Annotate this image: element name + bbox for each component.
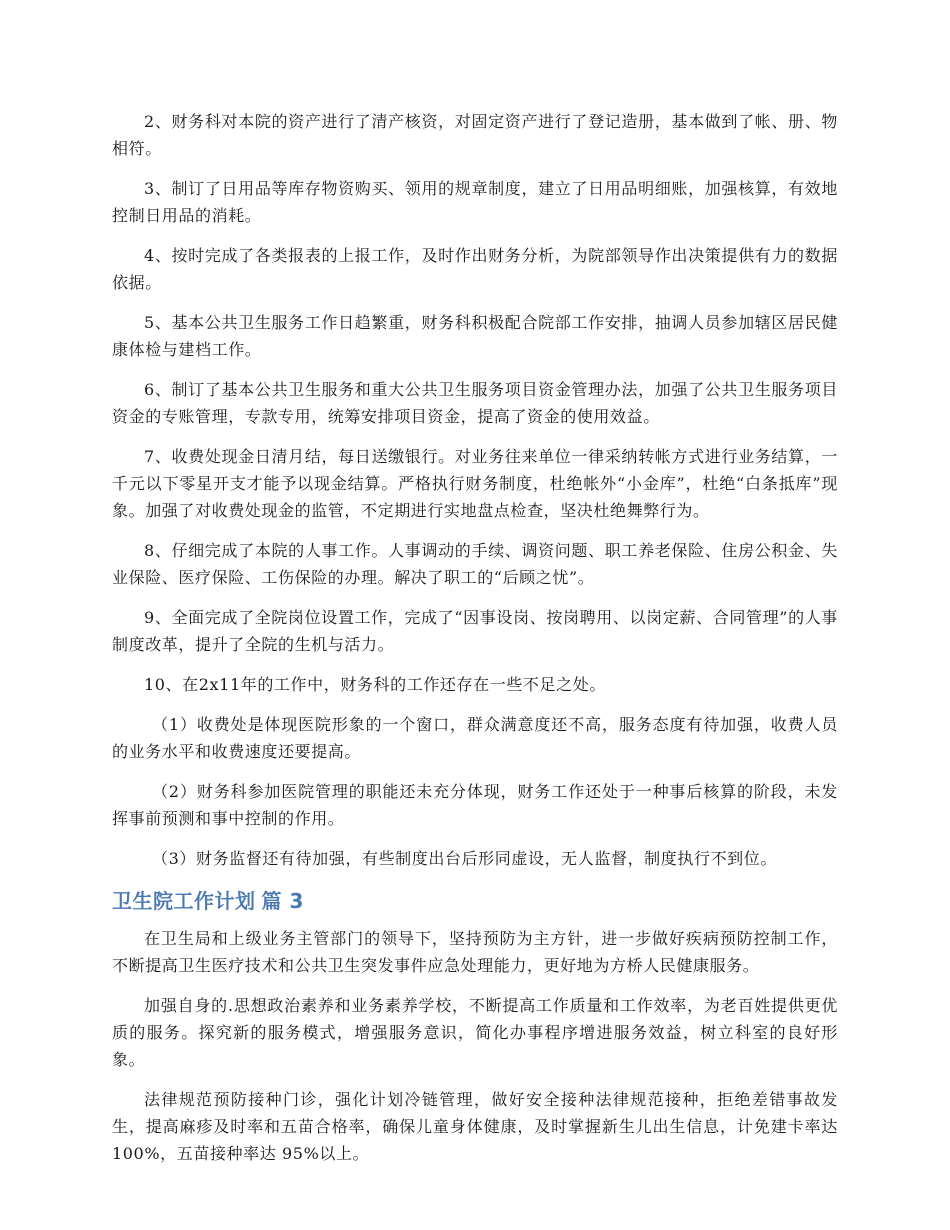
paragraph-item-2: 2、财务科对本院的资产进行了清产核资，对固定资产进行了登记造册，基本做到了帐、册、物相符。 xyxy=(112,112,838,158)
paragraph-item-6: 6、制订了基本公共卫生服务和重大公共卫生服务项目资金管理办法，加强了公共卫生服务项目资金的专账管理，专款专用，统筹安排项目资金，提高了资金的使用效益。 xyxy=(112,380,838,426)
section-heading xyxy=(112,885,838,917)
plan-paragraph-3: 法律规范预防接种门诊，强化计划冷链管理，做好安全接种法律规范接种，拒绝差错事故发生，提高麻疹及时率和五苗合格率，确保儿童身体健康，及时掌握新生儿出生信息，计免建卡率达 100%，五苗接种率达 95%以上。 xyxy=(112,1090,838,1163)
subitem-2: （2）财务科参加医院管理的职能还未充分体现，财务工作还处于一种事后核算的阶段，未发挥事前预测和事中控制的作用。 xyxy=(112,782,838,828)
paragraph-item-9: 9、全面完成了全院岗位设置工作，完成了“因事设岗、按岗聘用、以岗定薪、合同管理”的人事制度改革，提升了全院的生机与活力。 xyxy=(112,608,838,654)
subitem-1: （1）收费处是体现医院形象的一个窗口，群众满意度还不高，服务态度有待加强，收费人员的业务水平和收费速度还要提高。 xyxy=(112,715,838,761)
plan-paragraph-1: 在卫生局和上级业务主管部门的领导下，坚持预防为主方针，进一步做好疾病预防控制工作，不断提高卫生医疗技术和公共卫生突发事件应急处理能力，更好地为方桥人民健康服务。 xyxy=(112,929,838,975)
subitem-3: （3）财务监督还有待加强，有些制度出台后形同虚设，无人监督，制度执行不到位。 xyxy=(152,849,777,868)
plan-paragraph-2: 加强自身的.思想政治素养和业务素养学校，不断提高工作质量和工作效率，为老百姓提供更优质的服务。探究新的服务模式，增强服务意识，简化办事程序增进服务效益，树立科室的良好形象。 xyxy=(112,996,838,1069)
paragraph-item-7: 7、收费处现金日清月结，每日送缴银行。对业务往来单位一律采纳转帐方式进行业务结算，一千元以下零星开支才能予以现金结算。严格执行财务制度，杜绝帐外“小金库”，杜绝“白条抵库”现象。加强了对收费处现金的监管，不定期进行实地盘点检查，坚决杜绝舞弊行为。 xyxy=(112,447,838,520)
section-heading-title: 卫生院工作计划 xyxy=(112,889,256,913)
paragraph-item-4: 4、按时完成了各类报表的上报工作，及时作出财务分析，为院部领导作出决策提供有力的数据依据。 xyxy=(112,246,838,292)
paragraph-item-5: 5、基本公共卫生服务工作日趋繁重，财务科积极配合院部工作安排，抽调人员参加辖区居民健康体检与建档工作。 xyxy=(112,313,838,359)
paragraph-item-8: 8、仔细完成了本院的人事工作。人事调动的手续、调资问题、职工养老保险、住房公积金、失业保险、医疗保险、工伤保险的办理。解决了职工的“后顾之忧”。 xyxy=(112,541,838,587)
paragraph-item-10: 10、在2x11年的工作中，财务科的工作还存在一些不足之处。 xyxy=(144,675,606,694)
section-heading-number: 篇 3 xyxy=(261,889,304,913)
paragraph-item-3: 3、制订了日用品等库存物资购买、领用的规章制度，建立了日用品明细账，加强核算，有效地控制日用品的消耗。 xyxy=(112,179,838,225)
